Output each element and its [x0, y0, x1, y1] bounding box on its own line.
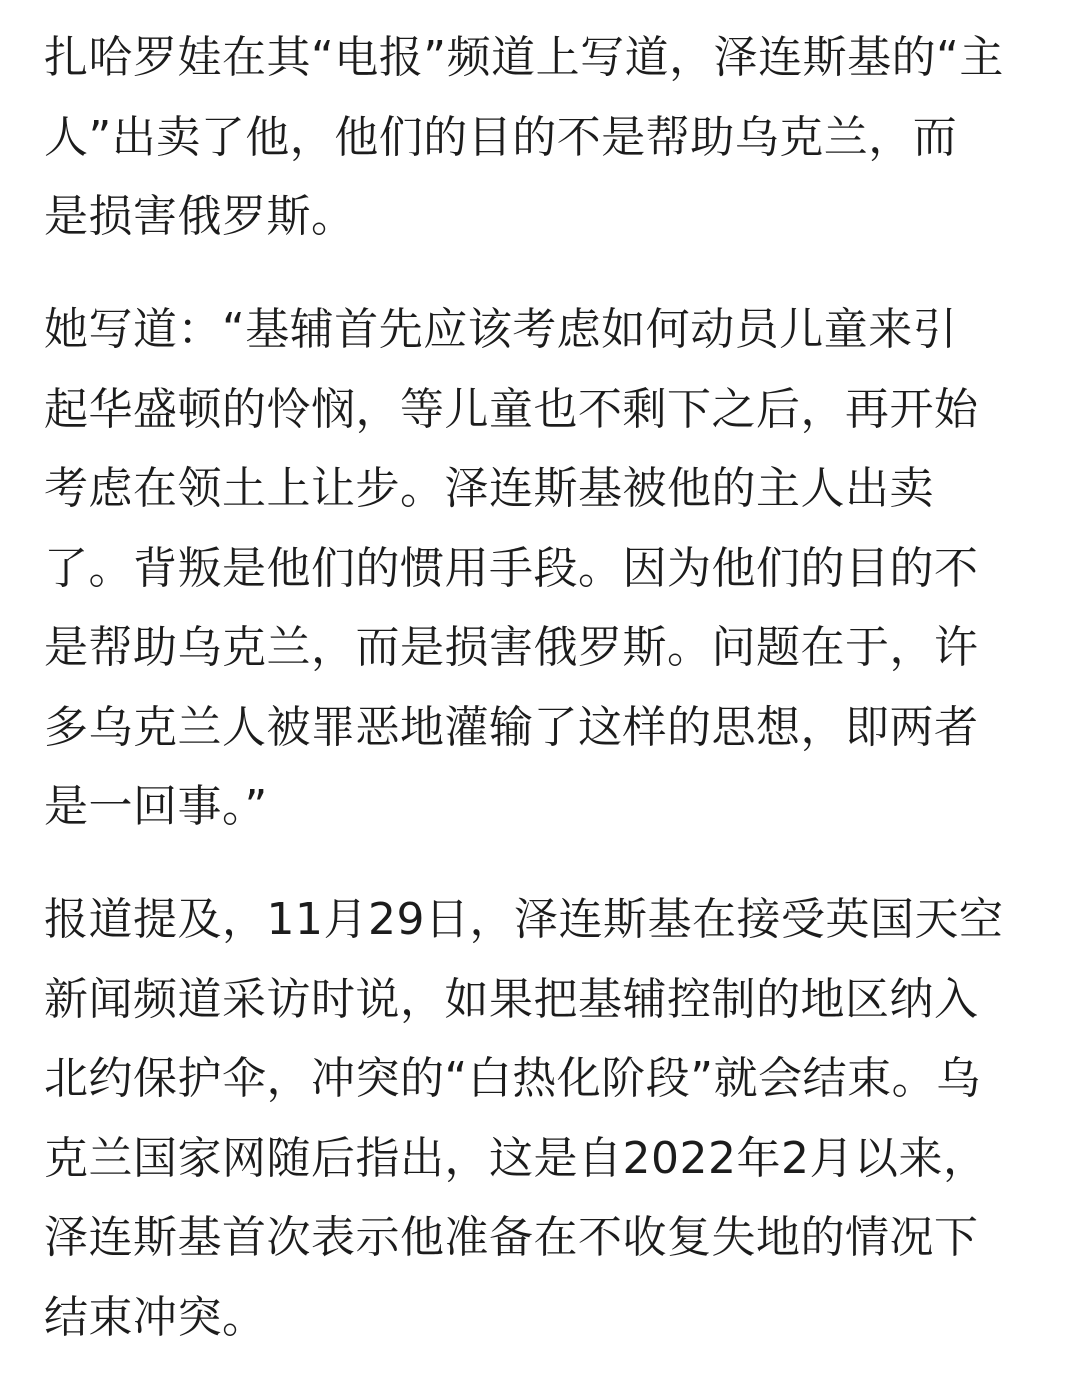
text-line: 是帮助乌克兰，而是损害俄罗斯。问题在于，许: [44, 622, 979, 673]
text-line: 是一回事。”: [44, 781, 268, 832]
text-line: 是损害俄罗斯。: [44, 191, 356, 242]
text-line: 她写道：“基辅首先应该考虑如何动员儿童来引: [44, 304, 958, 355]
text-line: 扎哈罗娃在其“电报”频道上写道，泽连斯基的“主: [44, 32, 1004, 83]
text-line: 泽连斯基首次表示他准备在不收复失地的情况下: [44, 1212, 979, 1263]
text-line: 考虑在领土上让步。泽连斯基被他的主人出卖: [44, 463, 934, 514]
text-line: 新闻频道采访时说，如果把基辅控制的地区纳入: [44, 974, 979, 1025]
text-line: 克兰国家网随后指出，这是自2022年2月以来，: [44, 1133, 988, 1184]
text-line: 人”出卖了他，他们的目的不是帮助乌克兰，而: [44, 112, 958, 163]
text-line: 结束冲突。: [44, 1292, 267, 1343]
text-line: 多乌克兰人被罪恶地灌输了这样的思想，即两者: [44, 702, 979, 753]
text-line: 起华盛顿的怜悯，等儿童也不剩下之后，再开始: [44, 384, 979, 435]
text-line: 北约保护伞，冲突的“白热化阶段”就会结束。乌: [44, 1053, 981, 1104]
text-line: 了。背叛是他们的惯用手段。因为他们的目的不: [44, 543, 979, 594]
text-line: 报道提及，11月29日，泽连斯基在接受英国天空: [44, 894, 1004, 945]
